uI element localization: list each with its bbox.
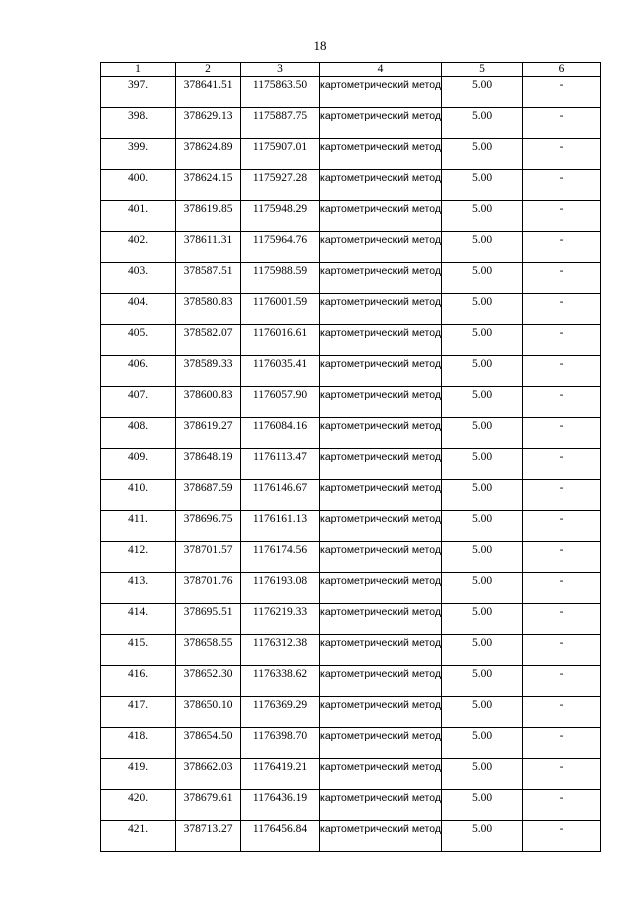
x-coordinate-cell: 378662.03 [176, 759, 241, 790]
accuracy-cell: 5.00 [442, 170, 523, 201]
point-number-cell: 420. [101, 790, 176, 821]
method-cell: картометрический метод [320, 480, 442, 511]
x-coordinate-cell: 378619.85 [176, 201, 241, 232]
x-coordinate-cell: 378679.61 [176, 790, 241, 821]
y-coordinate-cell: 1175964.76 [241, 232, 320, 263]
note-cell: - [523, 759, 601, 790]
note-cell: - [523, 480, 601, 511]
method-cell: картометрический метод [320, 232, 442, 263]
x-coordinate-cell: 378619.27 [176, 418, 241, 449]
x-coordinate-cell: 378658.55 [176, 635, 241, 666]
note-cell: - [523, 449, 601, 480]
method-cell: картометрический метод [320, 511, 442, 542]
x-coordinate-cell: 378654.50 [176, 728, 241, 759]
note-cell: - [523, 387, 601, 418]
table-row [101, 511, 601, 542]
method-cell: картометрический метод [320, 728, 442, 759]
x-coordinate-cell: 378713.27 [176, 821, 241, 852]
note-cell: - [523, 201, 601, 232]
point-number-cell: 412. [101, 542, 176, 573]
y-coordinate-cell: 1176369.29 [241, 697, 320, 728]
method-cell: картометрический метод [320, 294, 442, 325]
x-coordinate-cell: 378701.57 [176, 542, 241, 573]
table-row [101, 573, 601, 604]
table-row [101, 139, 601, 170]
accuracy-cell: 5.00 [442, 666, 523, 697]
method-cell: картометрический метод [320, 697, 442, 728]
note-cell: - [523, 635, 601, 666]
column-header-1: 1 [101, 63, 176, 77]
x-coordinate-cell: 378589.33 [176, 356, 241, 387]
note-cell: - [523, 666, 601, 697]
accuracy-cell: 5.00 [442, 294, 523, 325]
y-coordinate-cell: 1176084.16 [241, 418, 320, 449]
x-coordinate-cell: 378641.51 [176, 77, 241, 108]
y-coordinate-cell: 1175887.75 [241, 108, 320, 139]
note-cell: - [523, 542, 601, 573]
accuracy-cell: 5.00 [442, 759, 523, 790]
point-number-cell: 399. [101, 139, 176, 170]
header-row [101, 63, 601, 77]
method-cell: картометрический метод [320, 790, 442, 821]
accuracy-cell: 5.00 [442, 325, 523, 356]
method-cell: картометрический метод [320, 387, 442, 418]
x-coordinate-cell: 378701.76 [176, 573, 241, 604]
point-number-cell: 406. [101, 356, 176, 387]
x-coordinate-cell: 378652.30 [176, 666, 241, 697]
x-coordinate-cell: 378695.51 [176, 604, 241, 635]
x-coordinate-cell: 378624.15 [176, 170, 241, 201]
x-coordinate-cell: 378580.83 [176, 294, 241, 325]
page-number: 18 [313, 38, 327, 53]
table-header [101, 63, 601, 77]
table-row [101, 77, 601, 108]
y-coordinate-cell: 1176436.19 [241, 790, 320, 821]
table-body [101, 77, 601, 852]
table-row [101, 604, 601, 635]
y-coordinate-cell: 1175948.29 [241, 201, 320, 232]
table-row [101, 108, 601, 139]
point-number-cell: 404. [101, 294, 176, 325]
y-coordinate-cell: 1176035.41 [241, 356, 320, 387]
coordinates-table [100, 62, 601, 852]
accuracy-cell: 5.00 [442, 635, 523, 666]
accuracy-cell: 5.00 [442, 511, 523, 542]
note-cell: - [523, 139, 601, 170]
table-row [101, 666, 601, 697]
accuracy-cell: 5.00 [442, 573, 523, 604]
table-row [101, 201, 601, 232]
x-coordinate-cell: 378587.51 [176, 263, 241, 294]
method-cell: картометрический метод [320, 418, 442, 449]
point-number-cell: 417. [101, 697, 176, 728]
point-number-cell: 414. [101, 604, 176, 635]
y-coordinate-cell: 1176398.70 [241, 728, 320, 759]
column-header-3: 3 [241, 63, 320, 77]
point-number-cell: 415. [101, 635, 176, 666]
point-number-cell: 403. [101, 263, 176, 294]
point-number-cell: 400. [101, 170, 176, 201]
accuracy-cell: 5.00 [442, 697, 523, 728]
x-coordinate-cell: 378600.83 [176, 387, 241, 418]
accuracy-cell: 5.00 [442, 790, 523, 821]
x-coordinate-cell: 378629.13 [176, 108, 241, 139]
note-cell: - [523, 511, 601, 542]
table-row [101, 790, 601, 821]
accuracy-cell: 5.00 [442, 821, 523, 852]
method-cell: картометрический метод [320, 573, 442, 604]
point-number-cell: 408. [101, 418, 176, 449]
accuracy-cell: 5.00 [442, 139, 523, 170]
note-cell: - [523, 604, 601, 635]
table-row [101, 170, 601, 201]
note-cell: - [523, 108, 601, 139]
table-row [101, 728, 601, 759]
note-cell: - [523, 790, 601, 821]
method-cell: картометрический метод [320, 325, 442, 356]
table-row [101, 542, 601, 573]
accuracy-cell: 5.00 [442, 263, 523, 294]
method-cell: картометрический метод [320, 666, 442, 697]
note-cell: - [523, 697, 601, 728]
method-cell: картометрический метод [320, 108, 442, 139]
column-header-5: 5 [442, 63, 523, 77]
table-row [101, 232, 601, 263]
table-row [101, 480, 601, 511]
x-coordinate-cell: 378611.31 [176, 232, 241, 263]
x-coordinate-cell: 378696.75 [176, 511, 241, 542]
y-coordinate-cell: 1176193.08 [241, 573, 320, 604]
y-coordinate-cell: 1176312.38 [241, 635, 320, 666]
note-cell: - [523, 418, 601, 449]
method-cell: картометрический метод [320, 170, 442, 201]
accuracy-cell: 5.00 [442, 232, 523, 263]
y-coordinate-cell: 1176057.90 [241, 387, 320, 418]
method-cell: картометрический метод [320, 356, 442, 387]
point-number-cell: 421. [101, 821, 176, 852]
method-cell: картометрический метод [320, 604, 442, 635]
accuracy-cell: 5.00 [442, 77, 523, 108]
column-header-2: 2 [176, 63, 241, 77]
table-row [101, 356, 601, 387]
point-number-cell: 419. [101, 759, 176, 790]
note-cell: - [523, 294, 601, 325]
point-number-cell: 418. [101, 728, 176, 759]
y-coordinate-cell: 1176419.21 [241, 759, 320, 790]
table-row [101, 697, 601, 728]
table-row [101, 325, 601, 356]
accuracy-cell: 5.00 [442, 356, 523, 387]
method-cell: картометрический метод [320, 139, 442, 170]
table-row [101, 759, 601, 790]
accuracy-cell: 5.00 [442, 728, 523, 759]
x-coordinate-cell: 378624.89 [176, 139, 241, 170]
method-cell: картометрический метод [320, 821, 442, 852]
point-number-cell: 410. [101, 480, 176, 511]
y-coordinate-cell: 1176001.59 [241, 294, 320, 325]
method-cell: картометрический метод [320, 263, 442, 294]
note-cell: - [523, 263, 601, 294]
y-coordinate-cell: 1175927.28 [241, 170, 320, 201]
point-number-cell: 411. [101, 511, 176, 542]
table-row [101, 418, 601, 449]
x-coordinate-cell: 378687.59 [176, 480, 241, 511]
point-number-cell: 413. [101, 573, 176, 604]
y-coordinate-cell: 1175988.59 [241, 263, 320, 294]
note-cell: - [523, 232, 601, 263]
table-row [101, 294, 601, 325]
y-coordinate-cell: 1176338.62 [241, 666, 320, 697]
method-cell: картометрический метод [320, 542, 442, 573]
note-cell: - [523, 821, 601, 852]
y-coordinate-cell: 1175863.50 [241, 77, 320, 108]
point-number-cell: 416. [101, 666, 176, 697]
column-header-4: 4 [320, 63, 442, 77]
table-row [101, 635, 601, 666]
table-row [101, 387, 601, 418]
note-cell: - [523, 728, 601, 759]
point-number-cell: 398. [101, 108, 176, 139]
method-cell: картометрический метод [320, 77, 442, 108]
y-coordinate-cell: 1176146.67 [241, 480, 320, 511]
table-row [101, 449, 601, 480]
accuracy-cell: 5.00 [442, 449, 523, 480]
accuracy-cell: 5.00 [442, 418, 523, 449]
point-number-cell: 402. [101, 232, 176, 263]
point-number-cell: 409. [101, 449, 176, 480]
note-cell: - [523, 325, 601, 356]
method-cell: картометрический метод [320, 759, 442, 790]
x-coordinate-cell: 378648.19 [176, 449, 241, 480]
table-row [101, 263, 601, 294]
y-coordinate-cell: 1175907.01 [241, 139, 320, 170]
accuracy-cell: 5.00 [442, 108, 523, 139]
y-coordinate-cell: 1176219.33 [241, 604, 320, 635]
point-number-cell: 397. [101, 77, 176, 108]
note-cell: - [523, 573, 601, 604]
method-cell: картометрический метод [320, 635, 442, 666]
column-header-6: 6 [523, 63, 601, 77]
x-coordinate-cell: 378582.07 [176, 325, 241, 356]
y-coordinate-cell: 1176016.61 [241, 325, 320, 356]
y-coordinate-cell: 1176456.84 [241, 821, 320, 852]
table-row [101, 821, 601, 852]
y-coordinate-cell: 1176113.47 [241, 449, 320, 480]
note-cell: - [523, 356, 601, 387]
x-coordinate-cell: 378650.10 [176, 697, 241, 728]
accuracy-cell: 5.00 [442, 542, 523, 573]
point-number-cell: 407. [101, 387, 176, 418]
y-coordinate-cell: 1176161.13 [241, 511, 320, 542]
point-number-cell: 405. [101, 325, 176, 356]
accuracy-cell: 5.00 [442, 201, 523, 232]
note-cell: - [523, 170, 601, 201]
method-cell: картометрический метод [320, 201, 442, 232]
accuracy-cell: 5.00 [442, 604, 523, 635]
accuracy-cell: 5.00 [442, 480, 523, 511]
point-number-cell: 401. [101, 201, 176, 232]
accuracy-cell: 5.00 [442, 387, 523, 418]
method-cell: картометрический метод [320, 449, 442, 480]
y-coordinate-cell: 1176174.56 [241, 542, 320, 573]
note-cell: - [523, 77, 601, 108]
